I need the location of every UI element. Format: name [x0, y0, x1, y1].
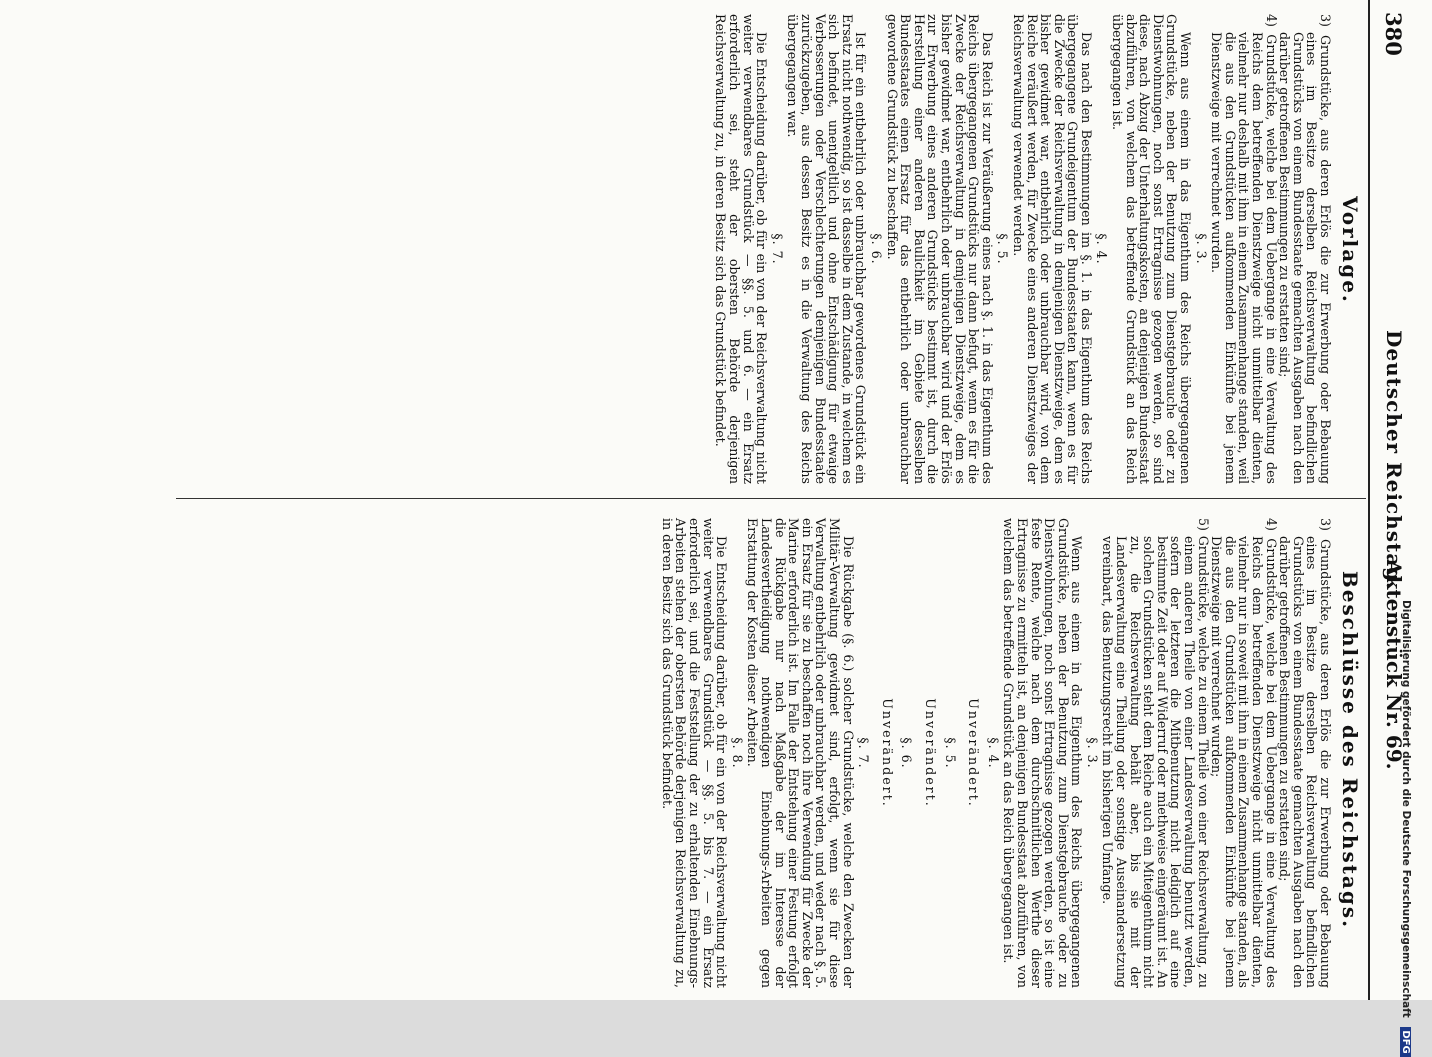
section-heading: §. 6. [899, 737, 915, 769]
list-item: 3) Grundstücke, aus deren Erlös die zur Erwerbung oder Bebauung eines im Besitze derselben Reichsverwaltung befindlichen Grundstücks von einem Bundesstaate gemachten Ausgaben nach den darüber getroffenen Bestimmungen zu erstatten sind; [1277, 518, 1333, 988]
section-heading: §. 5. [995, 233, 1011, 265]
journal-title: Deutscher Reichstag. [1382, 330, 1406, 591]
list-item: 3) Grundstücke, aus deren Erlös die zur Erwerbung oder Bebauung eines im Besitze derselben Reichsverwaltung befindlichen Grundstücks von einem Bundesstaate gemachten Ausgaben nach den darüber getroffenen Bestimmungen zu erstatten sind; [1277, 14, 1333, 484]
unchanged-note: Unverändert. [922, 698, 938, 808]
digitization-credit: Digitalisierung gefördert durch die Deutsche Forschungsgemeinschaft [1400, 600, 1412, 1018]
section-heading: §. 6. [869, 233, 884, 265]
section-heading: §. 8. [729, 737, 745, 769]
column-divider [176, 498, 1366, 499]
right-column-title: Beschlüsse des Reichstags. [1338, 570, 1362, 930]
dfg-logo: DFG [1400, 1027, 1411, 1056]
section-heading: §. 3. [1084, 737, 1100, 769]
paragraph: Die Rückgabe (§. 6.) solcher Grundstücke, welche den Zwecken der Militär-Verwaltung gewidmet sind, erfolgt, wenn sie für diese Verwaltung entbehrlich oder unbrauchbar werden, und weder nach §. 5. ein Ersatz für sie zu beschaffen noch ihre Verwendung für Zwecke der Marine erforderlich ist. Im Falle der Entstehung einer Festung erfolgt die Rückgabe nur nach Maßgabe der im Interesse der Landesvertheidigung nothwendigen Einebnungs-Arbeiten gegen Erstattung der Kosten dieser Arbeiten. [745, 518, 856, 988]
paragraph: Die Entscheidung darüber, ob für ein von der Reichsverwaltung nicht weiter verwendbares Grundstück — §§. 5. bis 7. — ein Ersatz erforderlich sei, und die Feststellung der zu erhaltenden Einebnungs-Arbeiten stehen der obersten Behörde derjenigen Reichsverwaltung zu, in deren Besitz sich das Grundstück befindet. [659, 518, 730, 988]
page-number: 380 [1381, 12, 1406, 56]
unchanged-note: Unverändert. [966, 698, 982, 808]
right-column [660, 518, 1332, 988]
section-heading: §. 7. [856, 737, 872, 769]
list-item: 4) Grundstücke, welche bei dem Uebergange in eine Verwaltung des Reichs dem betreffenden Dienstzweige nicht unmittelbar dienten, vielmehr nur in soweit mit ihm in einem Zusammenhange standen, als die aus den Grundstücken aufkommenden Einkünfte bei jenem Dienstzweige mit verrechnet wurden; [1209, 518, 1279, 988]
paragraph: Wenn aus einem in das Eigenthum des Reichs übergegangenen Grundstücke, neben der Benutzung zum Dienstgebrauche oder zu Dienstwohnungen, noch sonst Ertragnisse gezogen werden, so ist eine feste Rente, welche nach dem durchschnittlichen Werthe dieser Ertragnisse zu ermitteln ist, an denjenigen Bundesstaat abzuführen, von welchem das betreffende Grundstück an das Reich übergegangen ist. [1001, 518, 1085, 988]
list-item: 5) Grundstücke, welche zu einem Theile von einer Reichsverwaltung, zu einem anderen Theile von einer Landesverwaltung benutzt werden, sofern der letzteren die Mitbenutzung nicht lediglich auf eine bestimmte Zeit oder auf Widerruf oder miethweise eingeräumt ist. An solchen Grundstücken steht dem Reiche auch ein Miteigenthum nicht zu, die Reichsverwaltung behält aber, bis sie mit der Landesverwaltung eine Theilung oder sonstige Auseinandersetzung vereinbart, das Benutzungsrecht im bisherigen Umfange. [1100, 518, 1211, 988]
section-heading: §. 3. [1193, 233, 1209, 265]
paragraph: Ist für ein entbehrlich oder unbrauchbar gewordenes Grundstück ein Ersatz nicht nothwendig, so ist dasselbe in dem Zustande, in welchem es sich befindet, unentgeltlich und ohne Entschädigung für etwaige Verbesserungen oder Verschlechterungen demjenigen Bundesstaate zurückzugeben, aus dessen Besitz es in die Verwaltung des Reichs übergegangen war. [785, 14, 869, 484]
section-heading: §. 4. [1094, 233, 1110, 265]
paragraph: Das Reich ist zur Veräußerung eines nach §. 1. in das Eigenthum des Reichs übergegangenen Grundstücks nur dann befugt, wenn es für die Zwecke der Reichsverwaltung in demjenigen Dienstzweige, dem es bisher gewidmet war, entbehrlich oder unbrauchbar wird und der Erlös zur Erwerbung eines anderen Grundstücks bestimmt ist, durch die Herstellung einer anderen Baulichkeit im Gebiete desselben Bundesstaates einen Ersatz für das entbehrlich oder unbrauchbar gewordene Grundstück zu beschaffen. [884, 14, 995, 484]
left-column [714, 14, 1332, 484]
paragraph: Das nach den Bestimmungen im §. 1. in das Eigenthum des Reichs übergegangene Grundeigentum der Bundesstaaten kann, wenn es für die Zwecke der Reichsverwaltung in demjenigen Dienstzweige, dem es bisher gewidmet war, entbehrlich oder unbrauchbar wird, von dem Reiche veräußert werden, für Zwecke eines anderen Dienstzweiges der Reichsverwaltung verwendet werden. [1010, 14, 1094, 484]
rotated-page [10, 0, 1410, 1000]
paragraph: Die Entscheidung darüber, ob für ein von der Reichsverwaltung nicht weiter verwendbares Grundstück — §§. 5. und 6. — ein Ersatz erforderlich sei, steht der obersten Behörde derjenigen Reichsverwaltung zu, in deren Besitz sich das Grundstück befindet. [713, 14, 770, 484]
paragraph: Wenn aus einem in das Eigenthum des Reichs übergegangenen Grundstücke, neben der Benutzung zum Dienstgebrauche oder zu Dienstwohnungen, noch sonst Ertragnisse gezogen werden, so sind diese, nach Abzug der Unterhaltungskosten, an denjenigen Bundesstaat abzuführen, von welchem das betreffende Grundstück an das Reich übergegangen ist. [1110, 14, 1194, 484]
section-heading: §. 4. [985, 737, 1001, 769]
section-heading: §. 7. [769, 233, 785, 265]
document-number: Aktenstück Nr. 69. [1382, 560, 1406, 770]
left-column-title: Vorlage. [1338, 196, 1362, 304]
list-item: 4) Grundstücke, welche bei dem Uebergange in eine Verwaltung des Reichs dem betreffenden Dienstzweige nicht unmittelbar dienten, vielmehr nur deshalb mit ihm in einem Zusammenhange standen, weil die aus den Grundstücken aufkommenden Einkünfte bei jenem Dienstzweige mit verrechnet wurden. [1209, 14, 1279, 484]
section-heading: §. 5. [942, 737, 958, 769]
header-rule [1368, 0, 1370, 1000]
unchanged-note: Unverändert. [879, 698, 895, 808]
